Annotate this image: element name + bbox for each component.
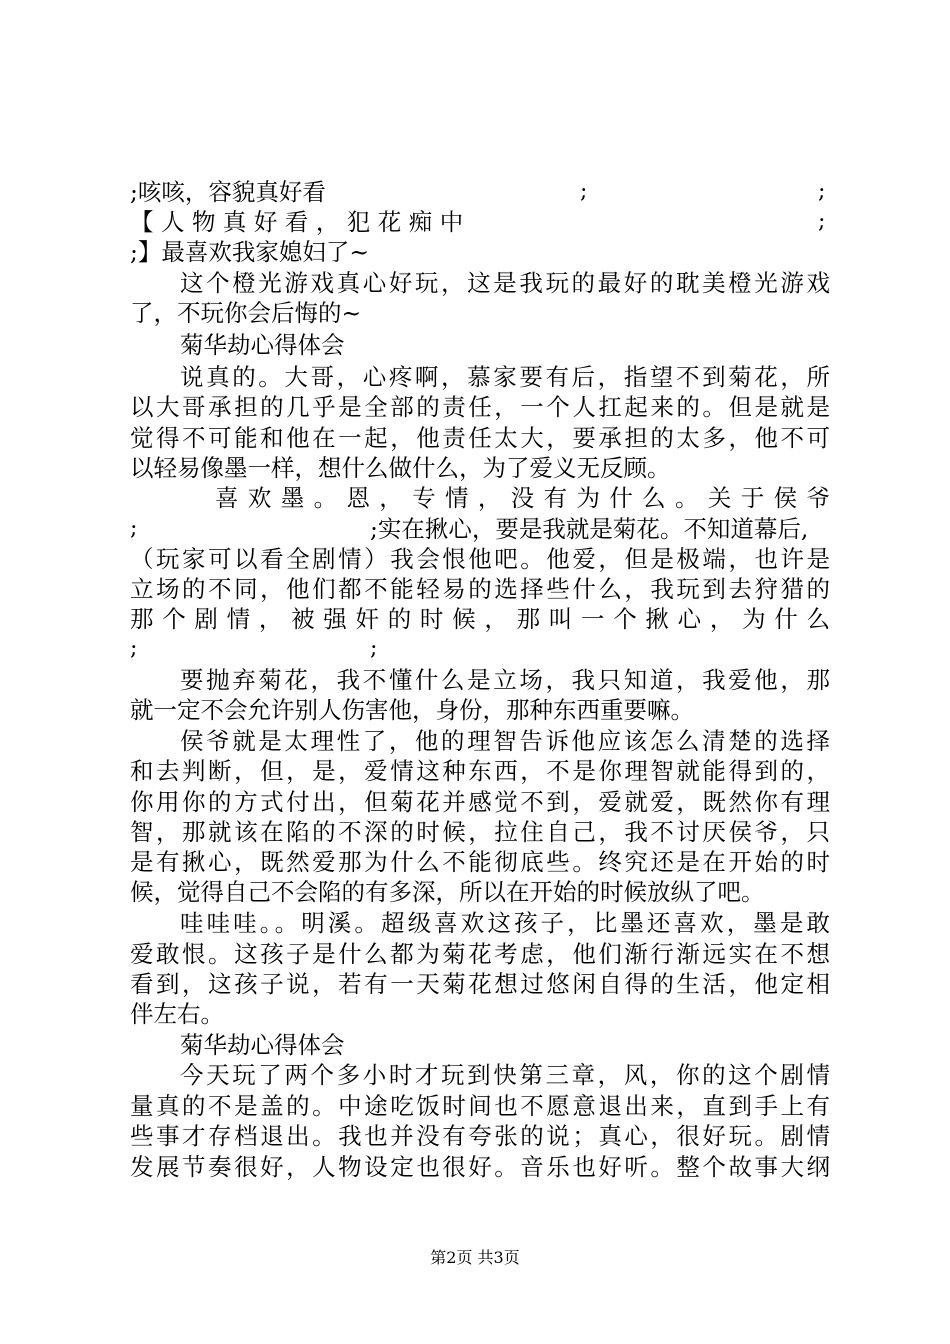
- text-line: 发展节奏很好，人物设定也很好。音乐也好听。整个故事大纲: [130, 1153, 830, 1181]
- text-line: 立场的不同，他们都不能轻易的选择些什么，我玩到去狩猎的: [130, 575, 830, 603]
- text-line: 【 人 物 真 好 看 ， 犯 花 痴 中: [130, 208, 464, 236]
- text-fragment: ;: [580, 179, 588, 204]
- text-fragment: ;: [130, 636, 138, 661]
- text-line: 以大哥承担的几乎是全部的责任，一个人扛起来的。但是就是: [130, 393, 830, 421]
- text-line: 是有揪心，既然爱那为什么不能彻底些。终究还是在开始的时: [130, 848, 830, 876]
- text-fragment: ;: [818, 209, 826, 234]
- text-line: 了，不玩你会后悔的~: [130, 299, 362, 327]
- text-line: 爱敢恨。这孩子是什么都为菊花考虑，他们渐行渐远实在不想: [130, 940, 830, 968]
- text-line: 智，那就该在陷的不深的时候，拉住自己，我不讨厌侯爷，只: [130, 818, 830, 846]
- text-line: 你用你的方式付出，但菊花并感觉不到，爱就爱，既然你有理: [130, 788, 830, 816]
- text-line: ;咳咳，容貌真好看: [130, 178, 326, 206]
- text-line: 伴左右。: [130, 1000, 224, 1028]
- text-line: 就一定不会允许别人伤害他，身份，那种东西重要嘛。: [130, 696, 694, 724]
- text-line: 要抛弃菊花，我不懂什么是立场，我只知道，我爱他，那: [180, 666, 830, 694]
- text-line: 和去判断，但，是，爱情这种东西，不是你理智就能得到的，: [130, 757, 830, 785]
- text-line: 量真的不是盖的。中途吃饭时间也不愿意退出来，直到手上有: [130, 1092, 830, 1120]
- text-line: 觉得不可能和他在一起，他责任太大，要承担的太多，他不可: [130, 424, 830, 452]
- text-line: 喜 欢 墨 。 恩 ， 专 情 ， 没 有 为 什 么 。 关 于 侯 爷: [215, 484, 830, 512]
- page-footer: 第2页 共3页: [430, 1248, 520, 1267]
- text-fragment: ;: [370, 636, 378, 661]
- section-heading: 菊华劫心得体会: [180, 1031, 345, 1059]
- text-line: ;】最喜欢我家媳妇了~: [130, 238, 370, 266]
- text-line: ;实在揪心，要是我就是菊花。不知道幕后,: [370, 515, 809, 543]
- text-line: 看到，这孩子说，若有一天菊花想过悠闲自得的生活，他定相: [130, 970, 830, 998]
- text-line: 说真的。大哥，心疼啊，慕家要有后，指望不到菊花，所: [180, 363, 830, 391]
- text-fragment: ;: [818, 179, 826, 204]
- text-line: 这个橙光游戏真心好玩，这是我玩的最好的耽美橙光游戏: [180, 269, 830, 297]
- text-line: 候，觉得自己不会陷的有多深，所以在开始的时候放纵了吧。: [130, 878, 765, 906]
- section-heading: 菊华劫心得体会: [180, 331, 345, 359]
- text-line: 以轻易像墨一样，想什么做什么，为了爱义无反顾。: [130, 454, 671, 482]
- text-line: （玩家可以看全剧情）我会恨他吧。他爱，但是极端，也许是: [130, 545, 830, 573]
- text-line: 侯爷就是太理性了，他的理智告诉他应该怎么清楚的选择: [180, 727, 830, 755]
- text-line: 今天玩了两个多小时才玩到快第三章，风，你的这个剧情: [180, 1061, 830, 1089]
- text-line: 那 个 剧 情 ， 被 强 奸 的 时 候 ， 那 叫 一 个 揪 心 ， 为 什 么: [130, 605, 830, 633]
- text-fragment: ;: [130, 516, 138, 541]
- text-line: 哇哇哇。。明溪。超级喜欢这孩子，比墨还喜欢，墨是敢: [180, 909, 830, 937]
- text-line: 些事才存档退出。我也并没有夸张的说；真心，很好玩。剧情: [130, 1122, 830, 1150]
